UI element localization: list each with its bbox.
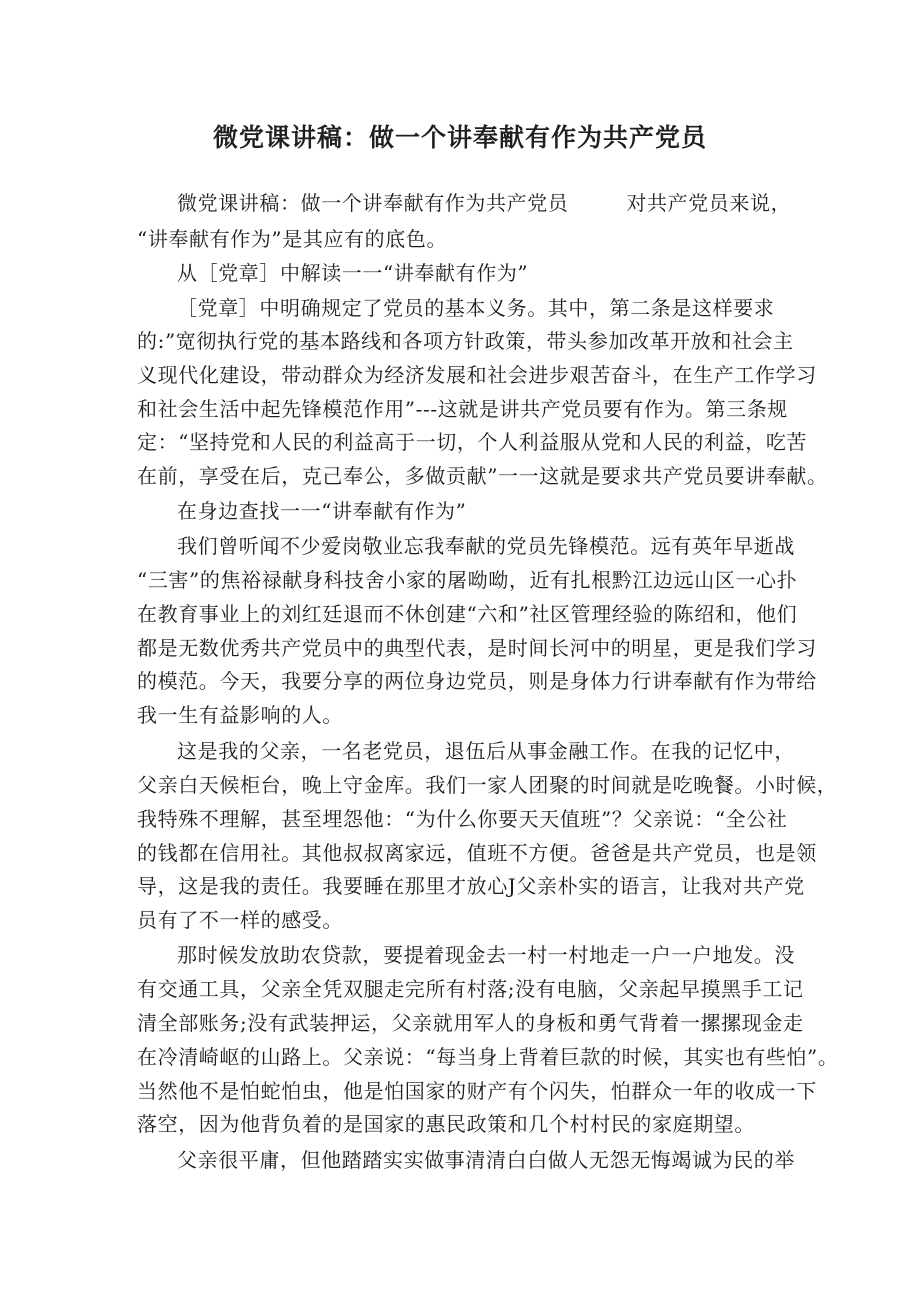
- text-line: 从［党章］中解读一一“讲奉献有作为”: [177, 261, 529, 285]
- text-line: 父亲白天候柜台，晚上守金库。我们一家人团聚的时间就是吃晚餐。小时候，: [137, 773, 838, 797]
- text-line: 在身边查找一一“讲奉献有作为”: [177, 499, 467, 523]
- text-line: 落空，因为他背负着的是国家的惠民政策和几个村村民的家庭期望。: [137, 1112, 755, 1136]
- text-line: 义现代化建设，带动群众为经济发展和社会进步艰苦奋斗，在生产工作学习: [137, 363, 817, 387]
- text-line: 我特殊不理解，甚至埋怨他：“为什么你要天天值班”？父亲说：“全公社: [137, 807, 788, 831]
- text-line: 父亲很平庸，但他踏踏实实做事清清白白做人无怨无悔竭诚为民的举: [177, 1148, 795, 1172]
- text-line: [177, 189, 791, 217]
- text-line: ［党章］中明确规定了党员的基本义务。其中，第二条是这样要求: [177, 296, 775, 320]
- text-line: 我一生有益影响的人。: [137, 703, 343, 727]
- text-line: 定：“坚持党和人民的利益高于一切，个人利益服从党和人民的利益，吃苦: [137, 430, 808, 454]
- text-line: 在教育事业上的刘红廷退而不休创建“六和”社区管理经验的陈绍和，他们: [137, 602, 798, 626]
- text-line: “讲奉献有作为”是其应有的底色。: [137, 227, 448, 251]
- text-line: 当然他不是怕蛇怕虫，他是怕国家的财产有个闪失，怕群众一年的收成一下: [137, 1079, 817, 1103]
- text-line-segment: 对共产党员来说，: [626, 191, 792, 215]
- text-line-segment: 微党课讲稿：做一个讲奉献有作为共产党员: [177, 191, 569, 215]
- text-line: 导，这是我的责任。我要睡在那里才放心J父亲朴实的语言，让我对共产党: [137, 874, 805, 898]
- text-line: 清全部账务;没有武装押运，父亲就用军人的身板和勇气背着一摞摞现金走: [137, 1011, 804, 1035]
- document-title: 微党课讲稿：做一个讲奉献有作为共产党员: [212, 123, 707, 152]
- text-line: 的钱都在信用社。其他叔叔离家远，值班不方便。爸爸是共产党员，也是领: [137, 841, 817, 865]
- text-line: 那时候发放助农贷款，要提着现金去一村一村地走一户一户地发。没: [177, 943, 795, 967]
- text-line: “三害”的焦裕禄献身科技舍小家的屠呦呦，近有扎根黔江边远山区一心扑: [137, 568, 798, 592]
- text-line: 在冷清崎岖的山路上。父亲说：“每当身上背着巨款的时候，其实也有些怕”。: [137, 1045, 839, 1069]
- text-line: 都是无数优秀共产党员中的典型代表，是时间长河中的明星，更是我们学习: [137, 636, 817, 660]
- text-line: 这是我的父亲，一名老党员，退伍后从事金融工作。在我的记忆中，: [177, 739, 795, 763]
- text-line: 在前，享受在后，克己奉公，多做贡献”一一这就是要求共产党员要讲奉献。: [137, 464, 828, 488]
- text-line: 员有了不一样的感受。: [137, 908, 343, 932]
- text-line: 的模范。今天，我要分享的两位身边党员，则是身体力行讲奉献有作为带给: [137, 669, 817, 693]
- text-line: 和社会生活中起先锋模范作用”---这就是讲共产党员要有作为。第三条规: [137, 397, 788, 421]
- text-line: 我们曾听闻不少爱岗敬业忘我奉献的党员先锋模范。远有英年早逝战: [177, 534, 795, 558]
- text-line: 的:”宽彻执行党的基本路线和各项方针政策，带头参加改革开放和社会主: [137, 329, 794, 353]
- text-line: 有交通工具，父亲全凭双腿走完所有村落;没有电脑，父亲起早摸黑手工记: [137, 977, 804, 1001]
